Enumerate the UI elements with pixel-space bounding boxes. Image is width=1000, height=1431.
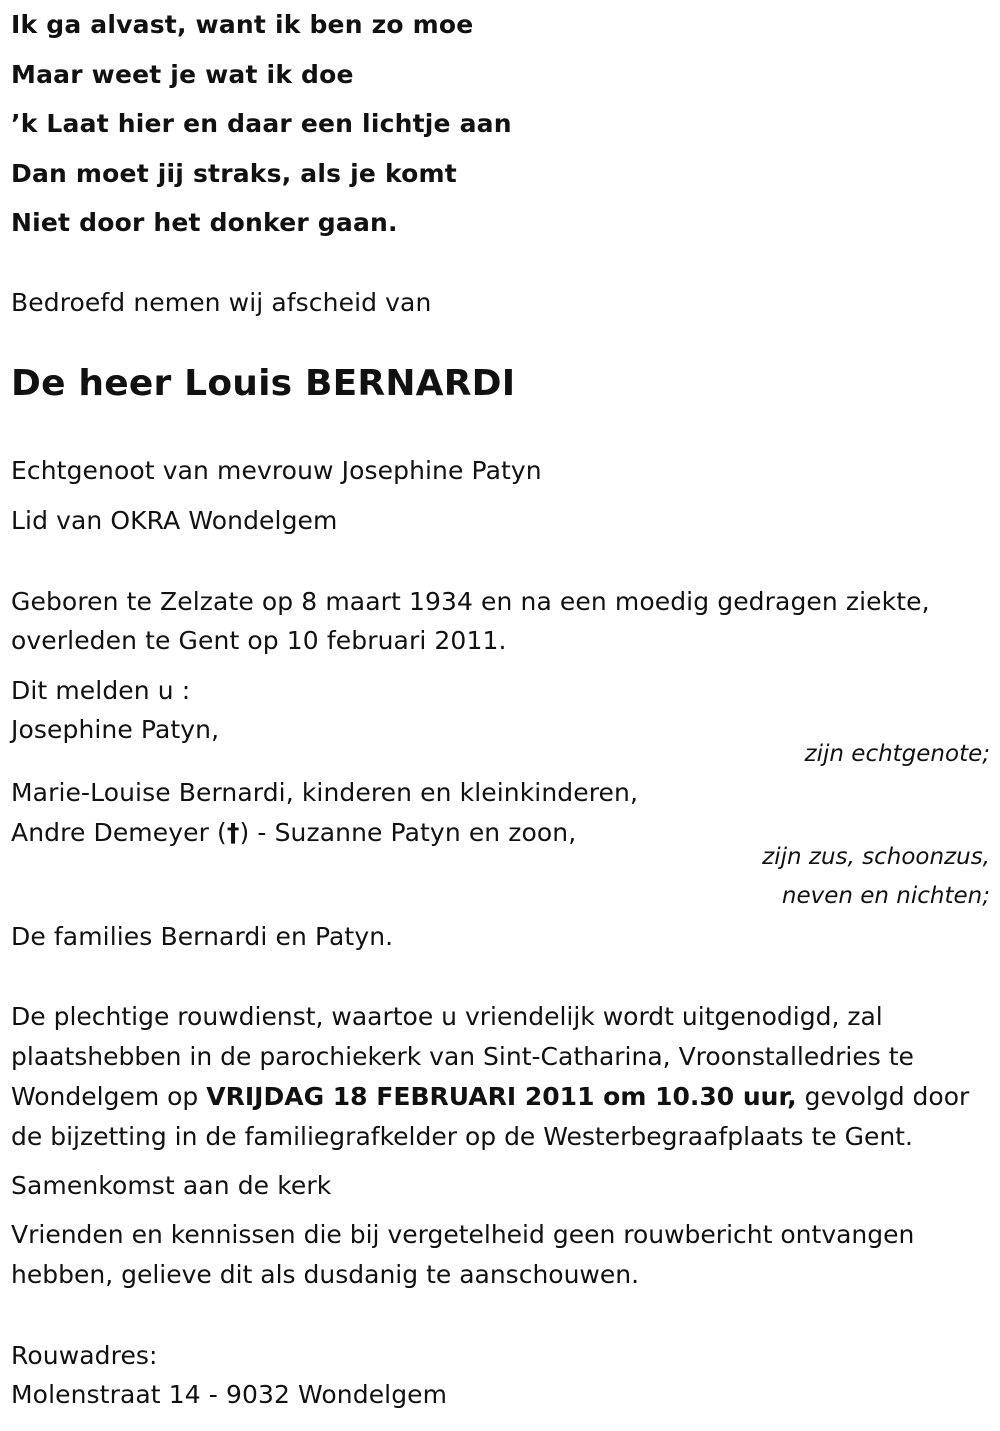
intro-text: Bedroefd nemen wij afscheid van [11, 288, 432, 317]
service-text-2: gevolgd door de bijzetting in de familiegrafkelder op de Westerbegraafplaats te Gent. [11, 1082, 970, 1151]
announcer-line-b [11, 818, 576, 848]
cross-icon: † [226, 818, 240, 847]
poem-line-4: Dan moet jij straks, als je komt [11, 159, 457, 188]
announcer-line-a: Marie-Louise Bernardi, kinderen en kleinkinderen, [11, 778, 639, 807]
announcer-spouse-relation: zijn echtgenote; [804, 741, 990, 767]
announcer-families: De families Bernardi en Patyn. [11, 922, 394, 951]
announcers-heading: Dit melden u : [11, 676, 191, 705]
deceased-name: De heer Louis BERNARDI [11, 363, 516, 404]
announcer-relation-1: zijn zus, schoonzus, [762, 844, 990, 870]
announcer-line-b-before: Andre Demeyer ( [11, 818, 227, 847]
announcer-relation-2: neven en nichten; [781, 883, 990, 909]
member-line: Lid van OKRA Wondelgem [11, 506, 338, 535]
address-label: Rouwadres: [11, 1341, 158, 1370]
poem-line-2: Maar weet je wat ik doe [11, 60, 354, 89]
service-date: VRIJDAG 18 FEBRUARI 2011 om 10.30 uur, [206, 1082, 797, 1111]
service-text-1: De plechtige rouwdienst, waartoe u vriendelijk wordt uitgenodigd, zal plaatshebben in de parochiekerk van Sint-Catharina, Vroonstalledries te Wondelgem op [11, 1002, 914, 1111]
address-value: Molenstraat 14 - 9032 Wondelgem [11, 1380, 448, 1409]
poem-line-3: ’k Laat hier en daar een lichtje aan [11, 109, 512, 138]
service-paragraph [11, 997, 996, 1157]
poem-line-5: Niet door het donker gaan. [11, 208, 398, 237]
death-line: overleden te Gent op 10 februari 2011. [11, 626, 507, 655]
birth-line: Geboren te Zelzate op 8 maart 1934 en na een moedig gedragen ziekte, [11, 587, 930, 616]
notice-paragraph: Vrienden en kennissen die bij vergetelheid geen rouwbericht ontvangen hebben, gelieve dit als dusdanig te aanschouwen. [11, 1220, 915, 1289]
announcer-spouse: Josephine Patyn, [11, 715, 220, 744]
announcer-line-b-after: ) - Suzanne Patyn en zoon, [239, 818, 577, 847]
poem-line-1: Ik ga alvast, want ik ben zo moe [11, 10, 474, 39]
spouse-line: Echtgenoot van mevrouw Josephine Patyn [11, 456, 542, 485]
gathering-text: Samenkomst aan de kerk [11, 1171, 332, 1200]
